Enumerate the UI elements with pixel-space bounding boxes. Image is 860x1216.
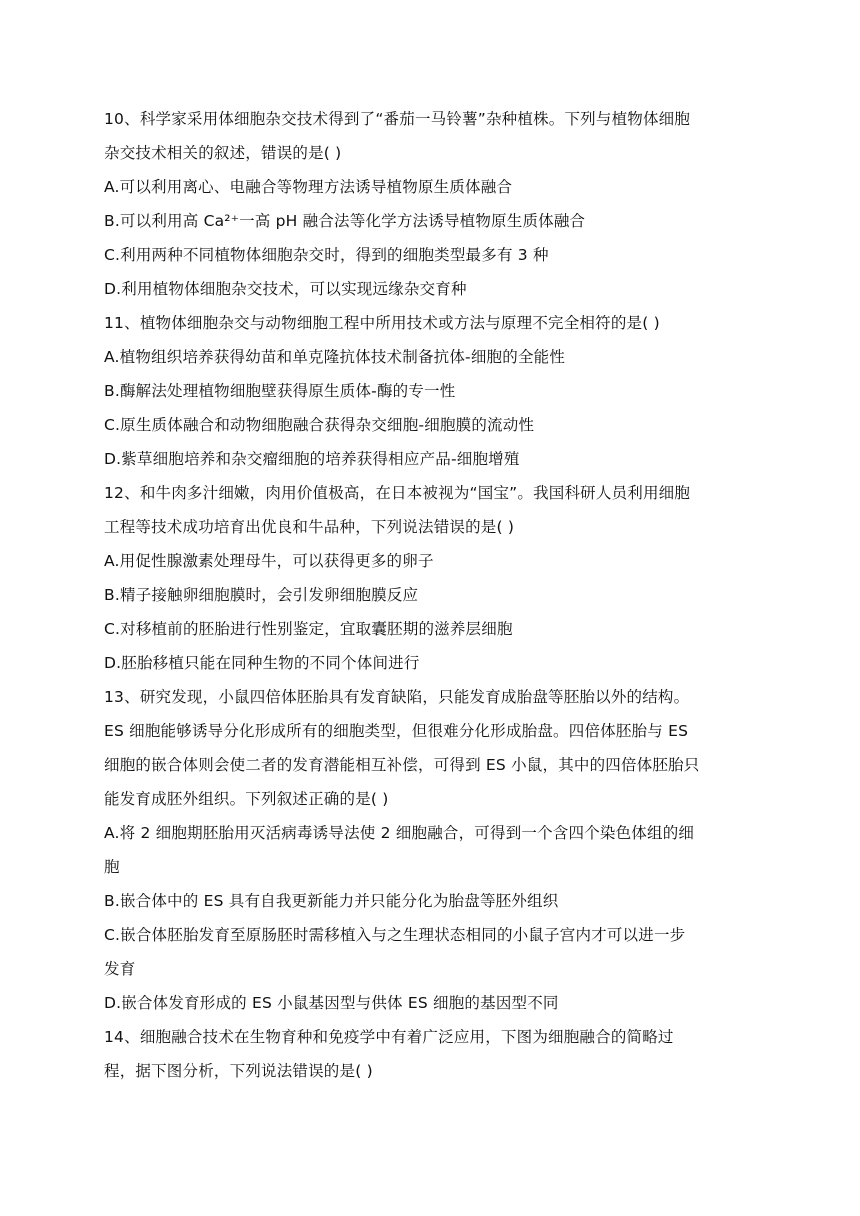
option-c: C.利用两种不同植物体细胞杂交时，得到的细胞类型最多有 3 种 (104, 246, 549, 264)
option-a: A.将 2 细胞期胚胎用灭活病毒诱导法使 2 细胞融合，可得到一个含四个染色体组的细 (104, 824, 695, 842)
question-13 (104, 680, 764, 1020)
question-stem: 程，据下图分析，下列说法错误的是( ) (104, 1062, 373, 1080)
question-stem: 11、植物体细胞杂交与动物细胞工程中所用技术或方法与原理不完全相符的是( ) (104, 314, 660, 332)
option-a: A.植物组织培养获得幼苗和单克隆抗体技术制备抗体-细胞的全能性 (104, 348, 566, 366)
question-stem: 13、研究发现，小鼠四倍体胚胎具有发育缺陷，只能发育成胎盘等胚胎以外的结构。 (104, 688, 690, 706)
option-a-continued: 胞 (104, 858, 120, 876)
option-d: D.利用植物体细胞杂交技术，可以实现远缘杂交育种 (104, 280, 467, 298)
question-stem: 能发育成胚外组织。下列叙述正确的是( ) (104, 790, 389, 808)
question-11 (104, 306, 764, 476)
question-12 (104, 476, 764, 680)
option-d: D.胚胎移植只能在同种生物的不同个体间进行 (104, 654, 420, 672)
option-b: B.可以利用高 Ca²⁺一高 pH 融合法等化学方法诱导植物原生质体融合 (104, 212, 586, 230)
option-c: C.对移植前的胚胎进行性别鉴定，宜取囊胚期的滋养层细胞 (104, 620, 513, 638)
question-stem: 细胞的嵌合体则会使二者的发育潜能相互补偿，可得到 ES 小鼠，其中的四倍体胚胎只 (104, 756, 700, 774)
option-c: C.嵌合体胚胎发育至原肠胚时需移植入与之生理状态相同的小鼠子宫内才可以进一步 (104, 926, 686, 944)
option-b: B.嵌合体中的 ES 具有自我更新能力并只能分化为胎盘等胚外组织 (104, 892, 559, 910)
option-c: C.原生质体融合和动物细胞融合获得杂交细胞-细胞膜的流动性 (104, 416, 535, 434)
option-b: B.精子接触卵细胞膜时，会引发卵细胞膜反应 (104, 586, 419, 604)
option-c-continued: 发育 (104, 960, 136, 978)
question-14 (104, 1020, 764, 1088)
question-stem: 14、细胞融合技术在生物育种和免疫学中有着广泛应用，下图为细胞融合的简略过 (104, 1028, 674, 1046)
question-stem: 12、和牛肉多汁细嫩，肉用价值极高，在日本被视为“国宝”。我国科研人员利用细胞 (104, 484, 691, 502)
option-a: A.用促性腺激素处理母牛，可以获得更多的卵子 (104, 552, 434, 570)
question-stem: 杂交技术相关的叙述，错误的是( ) (104, 144, 342, 162)
question-stem: 工程等技术成功培育出优良和牛品种，下列说法错误的是( ) (104, 518, 515, 536)
option-d: D.紫草细胞培养和杂交瘤细胞的培养获得相应产品-细胞增殖 (104, 450, 520, 468)
question-stem: 10、科学家采用体细胞杂交技术得到了“番茄一马铃薯”杂种植株。下列与植物体细胞 (104, 110, 691, 128)
option-a: A.可以利用离心、电融合等物理方法诱导植物原生质体融合 (104, 178, 513, 196)
question-list (104, 102, 764, 1088)
question-stem: ES 细胞能够诱导分化形成所有的细胞类型，但很难分化形成胎盘。四倍体胚胎与 ES (104, 722, 689, 740)
question-10 (104, 102, 764, 306)
option-d: D.嵌合体发育形成的 ES 小鼠基因型与供体 ES 细胞的基因型不同 (104, 994, 559, 1012)
option-b: B.酶解法处理植物细胞壁获得原生质体-酶的专一性 (104, 382, 456, 400)
